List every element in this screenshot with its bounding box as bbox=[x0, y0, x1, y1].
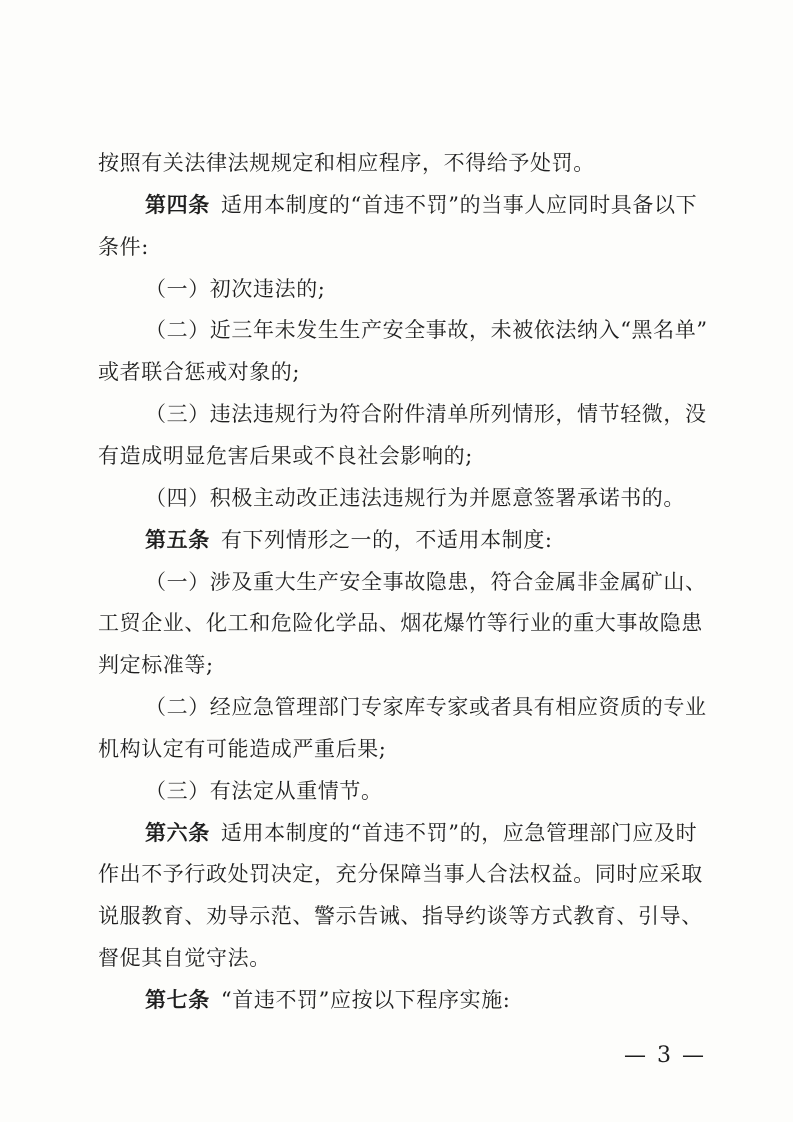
list-item-line bbox=[145, 483, 685, 513]
line-text: 作出不予行政处罚决定，充分保障当事人合法权益。同时应采取 bbox=[98, 862, 703, 886]
line-text: （二）经应急管理部门专家库专家或者具有相应资质的专业 bbox=[145, 695, 707, 719]
list-item-line bbox=[145, 399, 707, 429]
line-text: 按照有关法律法规规定和相应程序，不得给予处罚。 bbox=[98, 151, 595, 175]
list-item-line bbox=[145, 776, 383, 806]
line-text: （四）积极主动改正违法违规行为并愿意签署承诺书的。 bbox=[145, 486, 685, 510]
list-item-line bbox=[145, 274, 325, 304]
paragraph-line bbox=[98, 734, 386, 764]
paragraph-line bbox=[98, 650, 214, 680]
paragraph-line bbox=[98, 357, 300, 387]
article-number: 第四条 bbox=[145, 192, 210, 217]
line-text: 说服教育、劝导示范、警示告诫、指导约谈等方式教育、引导、 bbox=[98, 904, 703, 928]
line-text: “首违不罚”应按以下程序实施: bbox=[220, 988, 511, 1012]
paragraph-line bbox=[98, 859, 703, 889]
line-text: 适用本制度的“首违不罚”的，应急管理部门应及时 bbox=[220, 821, 698, 845]
article-heading-line bbox=[145, 190, 698, 220]
line-text: （三）有法定从重情节。 bbox=[145, 779, 383, 803]
line-text: 机构认定有可能造成严重后果; bbox=[98, 737, 387, 761]
list-item-line bbox=[145, 692, 707, 722]
paragraph-line bbox=[98, 901, 703, 931]
article-heading-line bbox=[145, 525, 553, 555]
line-text: 有造成明显危害后果或不良社会影响的; bbox=[98, 444, 473, 468]
line-text: 工贸企业、化工和危险化学品、烟花爆竹等行业的重大事故隐患 bbox=[98, 611, 703, 635]
line-text: （三）违法违规行为符合附件清单所列情形，情节轻微，没 bbox=[145, 402, 707, 426]
list-item-line bbox=[145, 315, 708, 345]
paragraph-line bbox=[98, 441, 473, 471]
paragraph-line bbox=[98, 232, 149, 262]
line-text: 条件: bbox=[98, 235, 149, 259]
line-text: （一）初次违法的; bbox=[145, 277, 326, 301]
paragraph-line bbox=[98, 148, 595, 178]
article-number: 第六条 bbox=[145, 820, 210, 845]
line-text: （一）涉及重大生产安全事故隐患，符合金属非金属矿山、 bbox=[145, 570, 707, 594]
paragraph-line bbox=[98, 943, 271, 973]
line-text: 督促其自觉守法。 bbox=[98, 946, 271, 970]
article-heading-line bbox=[145, 985, 510, 1015]
article-number: 第五条 bbox=[145, 527, 210, 552]
paragraph-line bbox=[98, 608, 703, 638]
line-text: 判定标准等; bbox=[98, 653, 214, 677]
list-item-line bbox=[145, 567, 707, 597]
article-heading-line bbox=[145, 818, 698, 848]
line-text: 有下列情形之一的，不适用本制度: bbox=[220, 528, 553, 552]
page-number: — 3 — bbox=[624, 1043, 706, 1068]
line-text: （二）近三年未发生生产安全事故，未被依法纳入“黑名单” bbox=[145, 318, 708, 342]
article-number: 第七条 bbox=[145, 987, 210, 1012]
line-text: 适用本制度的“首违不罚”的当事人应同时具备以下 bbox=[220, 193, 698, 217]
line-text: 或者联合惩戒对象的; bbox=[98, 360, 301, 384]
